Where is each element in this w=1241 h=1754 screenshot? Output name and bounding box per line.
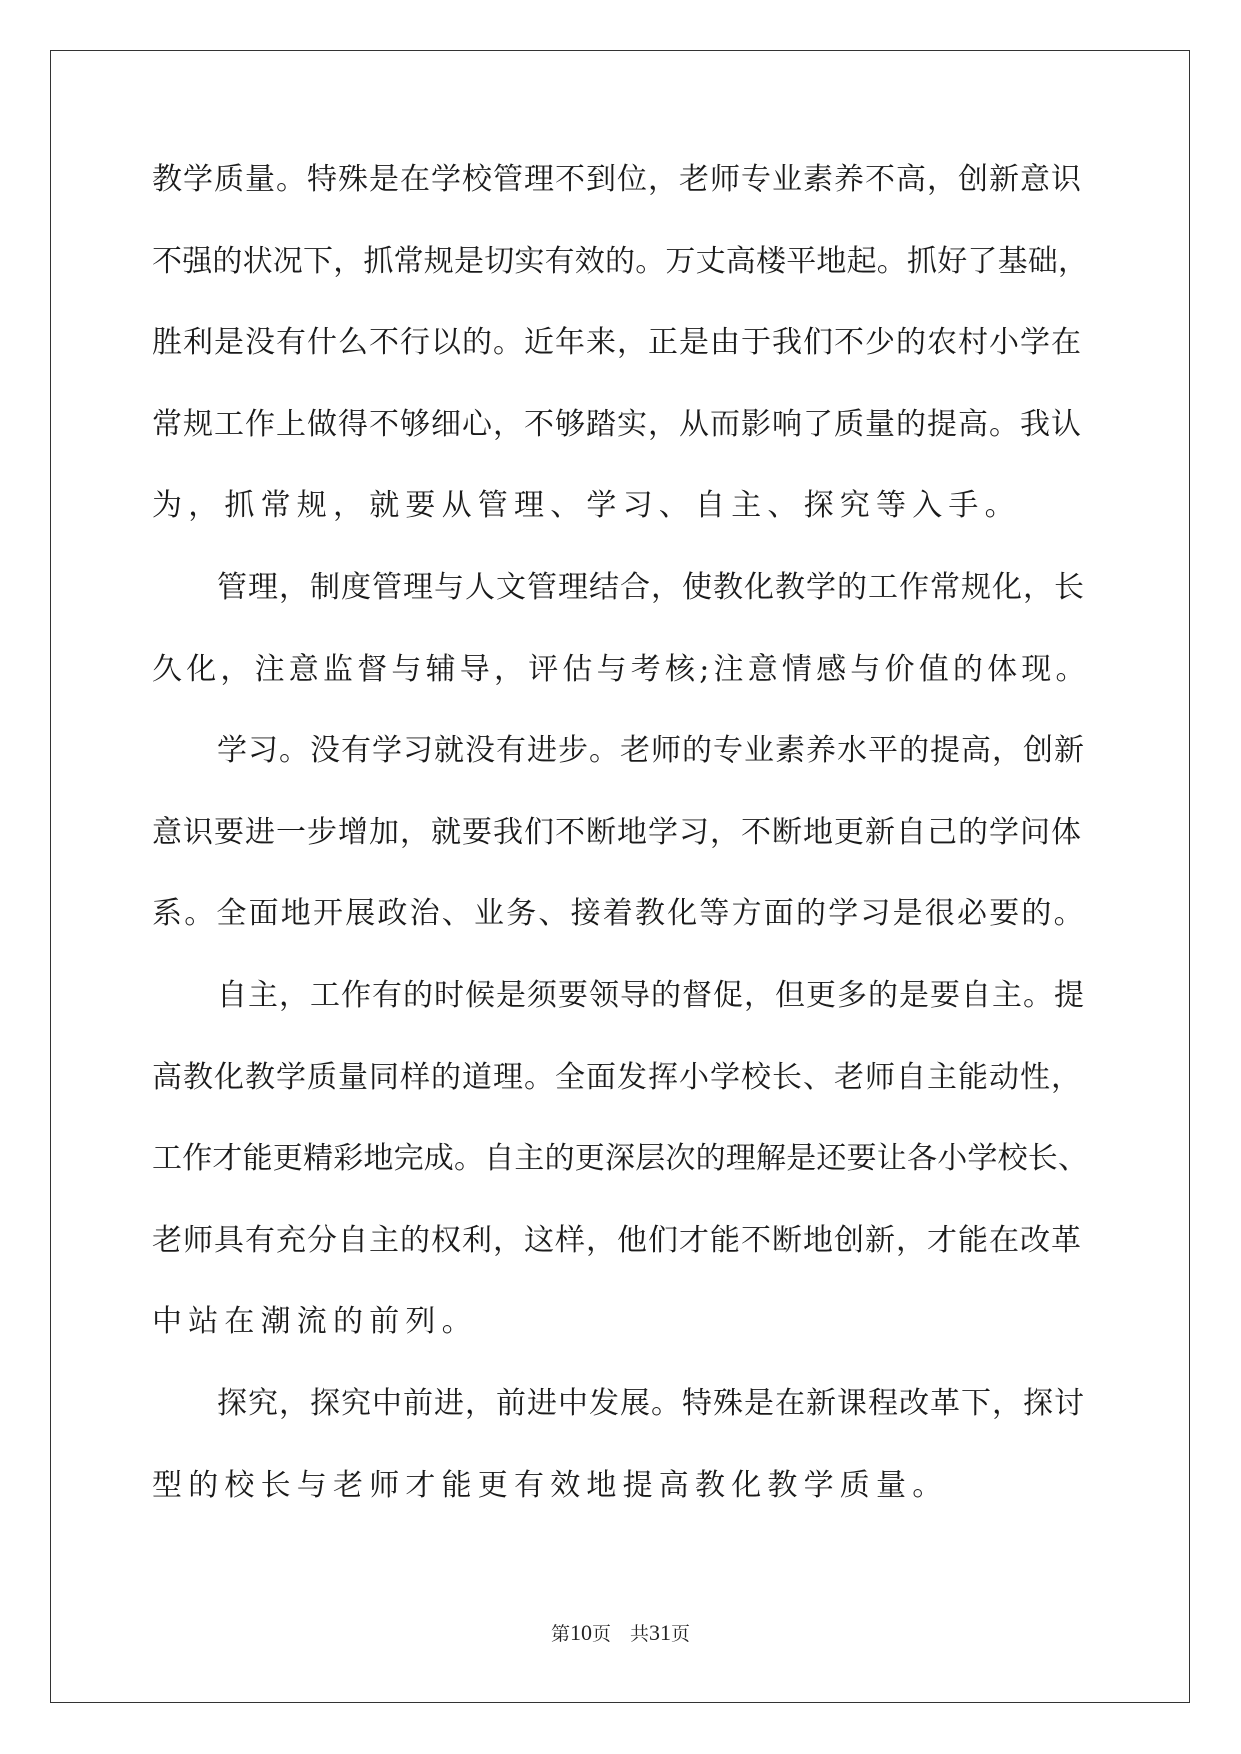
text-line: 探究，探究中前进，前进中发展。特殊是在新课程改革下，探讨 bbox=[217, 1385, 1085, 1421]
footer-prefix: 第 bbox=[550, 1623, 570, 1645]
text-line: 管理，制度管理与人文管理结合，使教化教学的工作常规化，长 bbox=[217, 569, 1085, 605]
text-line: 教学质量。特殊是在学校管理不到位，老师专业素养不高，创新意识 bbox=[152, 162, 1082, 197]
text-line: 老师具有充分自主的权利，这样，他们才能不断地创新，才能在改革 bbox=[152, 1222, 1082, 1258]
text-line: 久化，注意监督与辅导，评估与考核;注意情感与价值的体现。 bbox=[152, 651, 1090, 687]
footer-suffix: 页 bbox=[671, 1623, 691, 1645]
document-body bbox=[152, 162, 1092, 1552]
text-line: 胜利是没有什么不行以的。近年来，正是由于我们不少的农村小学在 bbox=[152, 325, 1082, 361]
text-line: 为，抓常规，就要从管理、学习、自主、探究等入手。 bbox=[152, 488, 1021, 524]
footer-middle: 页 共 bbox=[591, 1623, 649, 1645]
total-pages-number: 31 bbox=[649, 1620, 671, 1645]
text-line: 自主，工作有的时候是须要领导的督促，但更多的是要自主。提 bbox=[217, 977, 1085, 1013]
text-line: 高教化教学质量同样的道理。全面发挥小学校长、老师自主能动性， bbox=[152, 1059, 1082, 1095]
text-line: 中站在潮流的前列。 bbox=[152, 1304, 478, 1340]
text-line: 常规工作上做得不够细心，不够踏实，从而影响了质量的提高。我认 bbox=[152, 406, 1082, 442]
text-line: 型的校长与老师才能更有效地提高教化教学质量。 bbox=[152, 1467, 949, 1503]
text-line: 系。全面地开展政治、业务、接着教化等方面的学习是很必要的。 bbox=[152, 896, 1086, 932]
text-line: 不强的状况下，抓常规是切实有效的。万丈高楼平地起。抓好了基础， bbox=[152, 243, 1089, 279]
text-line: 工作才能更精彩地完成。自主的更深层次的理解是还要让各小学校长、 bbox=[152, 1141, 1089, 1177]
page-footer bbox=[0, 1622, 1241, 1645]
text-line: 意识要进一步增加，就要我们不断地学习，不断地更新自己的学问体 bbox=[152, 814, 1082, 850]
current-page-number: 10 bbox=[569, 1620, 592, 1645]
text-line: 学习。没有学习就没有进步。老师的专业素养水平的提高，创新 bbox=[217, 733, 1085, 769]
